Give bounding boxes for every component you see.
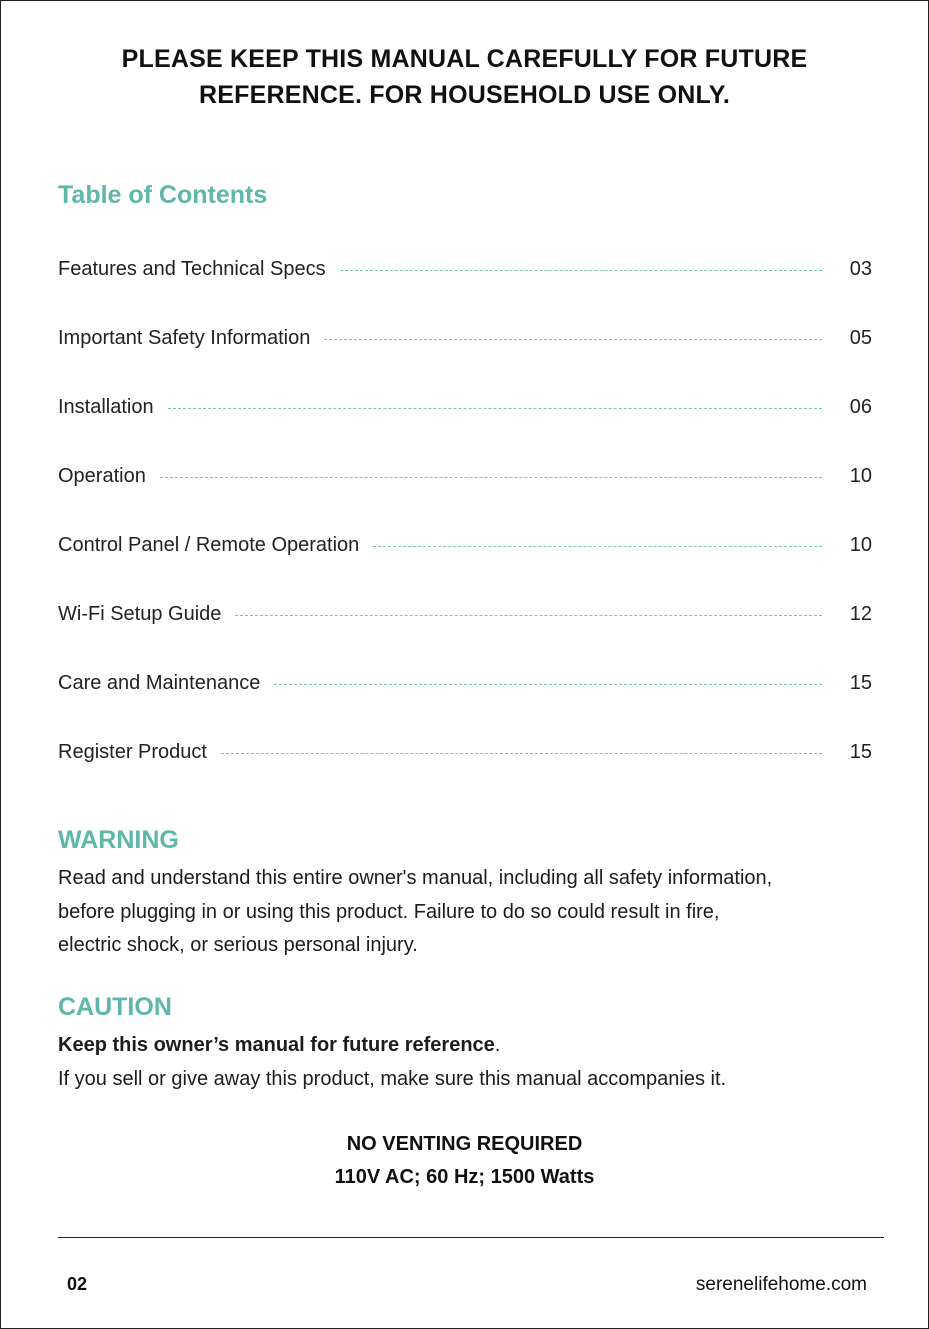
toc-entry-page: 15 [849,740,872,763]
toc-entry-page: 05 [849,326,872,349]
toc-entry-page: 06 [849,395,872,418]
caution-emphasis-suffix: . [494,1034,501,1056]
page-headline [91,41,838,113]
headline-line-1: PLEASE KEEP THIS MANUAL CAREFULLY FOR FUTURE [121,45,808,73]
toc-leader-line [274,684,822,685]
caution-title: CAUTION [58,993,172,1021]
toc-entry-label: Register Product [58,740,207,763]
power-spec-line: 110V AC; 60 Hz; 1500 Watts [334,1166,595,1188]
toc-entry-label: Wi-Fi Setup Guide [58,602,222,625]
toc-entry[interactable] [58,530,872,560]
toc-leader-line [160,477,822,478]
toc-entry-page: 10 [849,464,872,487]
toc-entry-page: 15 [849,671,872,694]
toc-entry-label: Important Safety Information [58,326,311,349]
toc-entry-page: 10 [849,533,872,556]
warning-title: WARNING [58,826,179,854]
toc-entry-label: Features and Technical Specs [58,257,326,280]
caution-line-1 [58,1029,888,1063]
toc-leader-line [340,270,822,271]
toc-entry[interactable] [58,599,872,629]
toc-title: Table of Contents [58,181,268,209]
toc-entry[interactable] [58,737,872,767]
warning-text [58,862,888,963]
headline-line-2: REFERENCE. FOR HOUSEHOLD USE ONLY. [199,81,730,109]
venting-note [1,1128,928,1194]
toc-leader-line [373,546,822,547]
page-number: 02 [67,1274,88,1294]
warning-line-3: electric shock, or serious personal injury. [58,934,418,956]
toc-entry[interactable] [58,323,872,353]
warning-line-1: Read and understand this entire owner's manual, including all safety information, [58,867,773,889]
toc-entry-label: Control Panel / Remote Operation [58,533,360,556]
venting-note-line: NO VENTING REQUIRED [346,1133,583,1155]
toc-leader-line [168,408,822,409]
toc-leader-line [235,615,822,616]
website-link[interactable]: serenelifehome.com [695,1274,867,1295]
footer-divider [58,1237,884,1238]
toc-entry-page: 12 [849,602,872,625]
toc-entry[interactable] [58,461,872,491]
toc-leader-line [221,753,822,754]
toc-leader-line [324,339,822,340]
toc-entry-label: Operation [58,464,146,487]
toc-entry[interactable] [58,254,872,284]
caution-emphasis: Keep this owner’s manual for future reference [58,1034,495,1056]
caution-text [58,1029,888,1096]
toc-entry-label: Care and Maintenance [58,671,261,694]
warning-line-2: before plugging in or using this product. Failure to do so could result in fire, [58,900,720,923]
toc-entry[interactable] [58,668,872,698]
toc-entry-page: 03 [849,257,872,280]
toc-entry[interactable] [58,392,872,422]
toc-entry-label: Installation [58,395,154,418]
caution-line-2: If you sell or give away this product, make sure this manual accompanies it. [58,1067,727,1090]
